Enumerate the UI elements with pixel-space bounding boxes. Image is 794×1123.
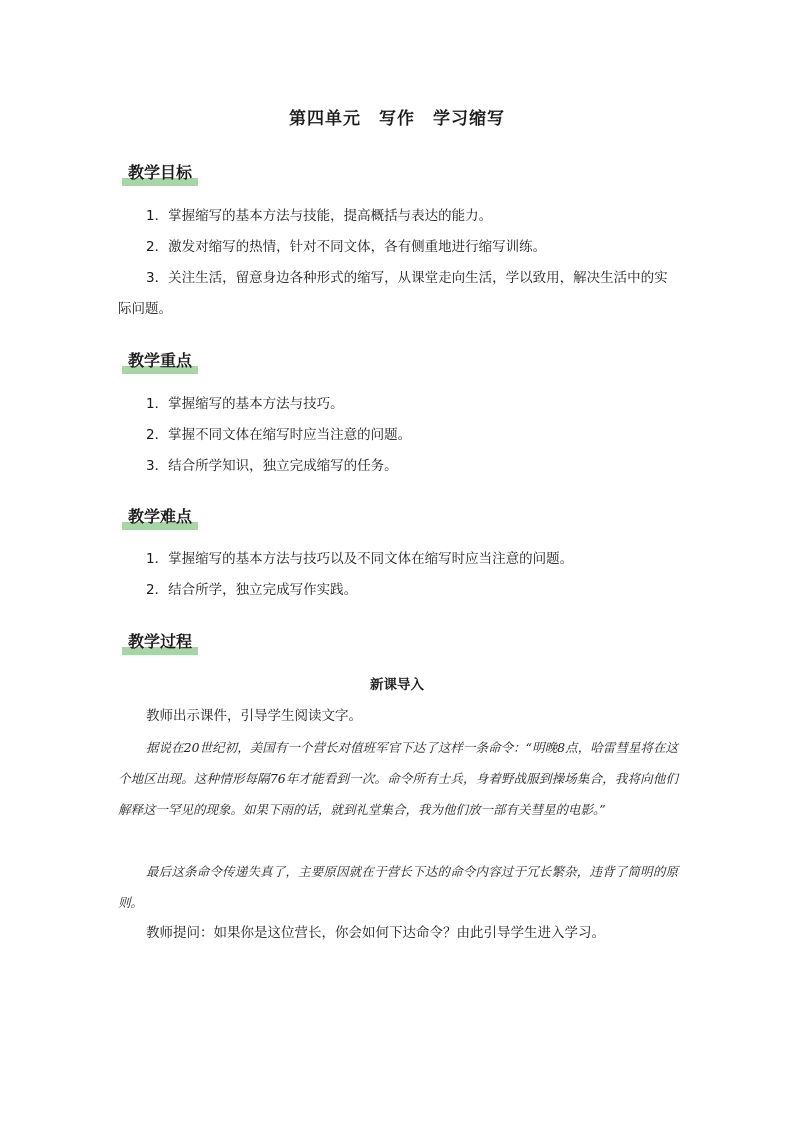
- key-point-item-3: 3．结合所学知识，独立完成缩写的任务。: [146, 458, 398, 474]
- section-heading-key-points-label: 教学重点: [128, 351, 193, 370]
- key-point-item-1: 1．掌握缩写的基本方法与技巧。: [146, 396, 344, 412]
- goal-item-2: 2．激发对缩写的热情，针对不同文体，各有侧重地进行缩写训练。: [146, 239, 547, 255]
- page-title: 第四单元 写作 学习缩写: [289, 109, 505, 129]
- subheading-new-lesson: 新课导入: [370, 677, 424, 693]
- section-heading-goals-label: 教学目标: [128, 163, 193, 182]
- quote-paragraph-1: 据说在20世纪初，美国有一个营长对值班军官下达了这样一条命令：“明晚8点，哈雷彗星将在这个地区出现。这种情形每隔76年才能看到一次。命令所有士兵，身着野战服到操场集合，我将向他们解释这一罕见的现象。如果下雨的话，就到礼堂集合，我为他们放一部有关彗星的电影。”: [118, 740, 678, 817]
- section-heading-difficulties: [128, 504, 192, 528]
- section-heading-process-label: 教学过程: [128, 632, 193, 651]
- quote-paragraph-2: 最后这条命令传递失真了，主要原因就在于营长下达的命令内容过于冗长繁杂，违背了简明的原则。: [118, 864, 678, 910]
- process-question: 教师提问：如果你是这位营长，你会如何下达命令？由此引导学生进入学习。: [146, 925, 605, 941]
- difficulty-item-1: 1．掌握缩写的基本方法与技巧以及不同文体在缩写时应当注意的问题。: [146, 551, 574, 567]
- process-intro: 教师出示课件，引导学生阅读文字。: [146, 708, 362, 724]
- key-point-item-2: 2．掌握不同文体在缩写时应当注意的问题。: [146, 427, 412, 443]
- difficulty-item-2: 2．结合所学，独立完成写作实践。: [146, 582, 358, 598]
- section-heading-key-points: [128, 348, 192, 372]
- section-heading-goals: [128, 160, 192, 184]
- goal-item-1: 1．掌握缩写的基本方法与技能，提高概括与表达的能力。: [146, 208, 493, 224]
- section-heading-process: [128, 629, 192, 653]
- section-heading-difficulties-label: 教学难点: [128, 507, 193, 526]
- goal-item-3: 3．关注生活，留意身边各种形式的缩写，从课堂走向生活，学以致用，解决生活中的实际问题。: [118, 270, 668, 317]
